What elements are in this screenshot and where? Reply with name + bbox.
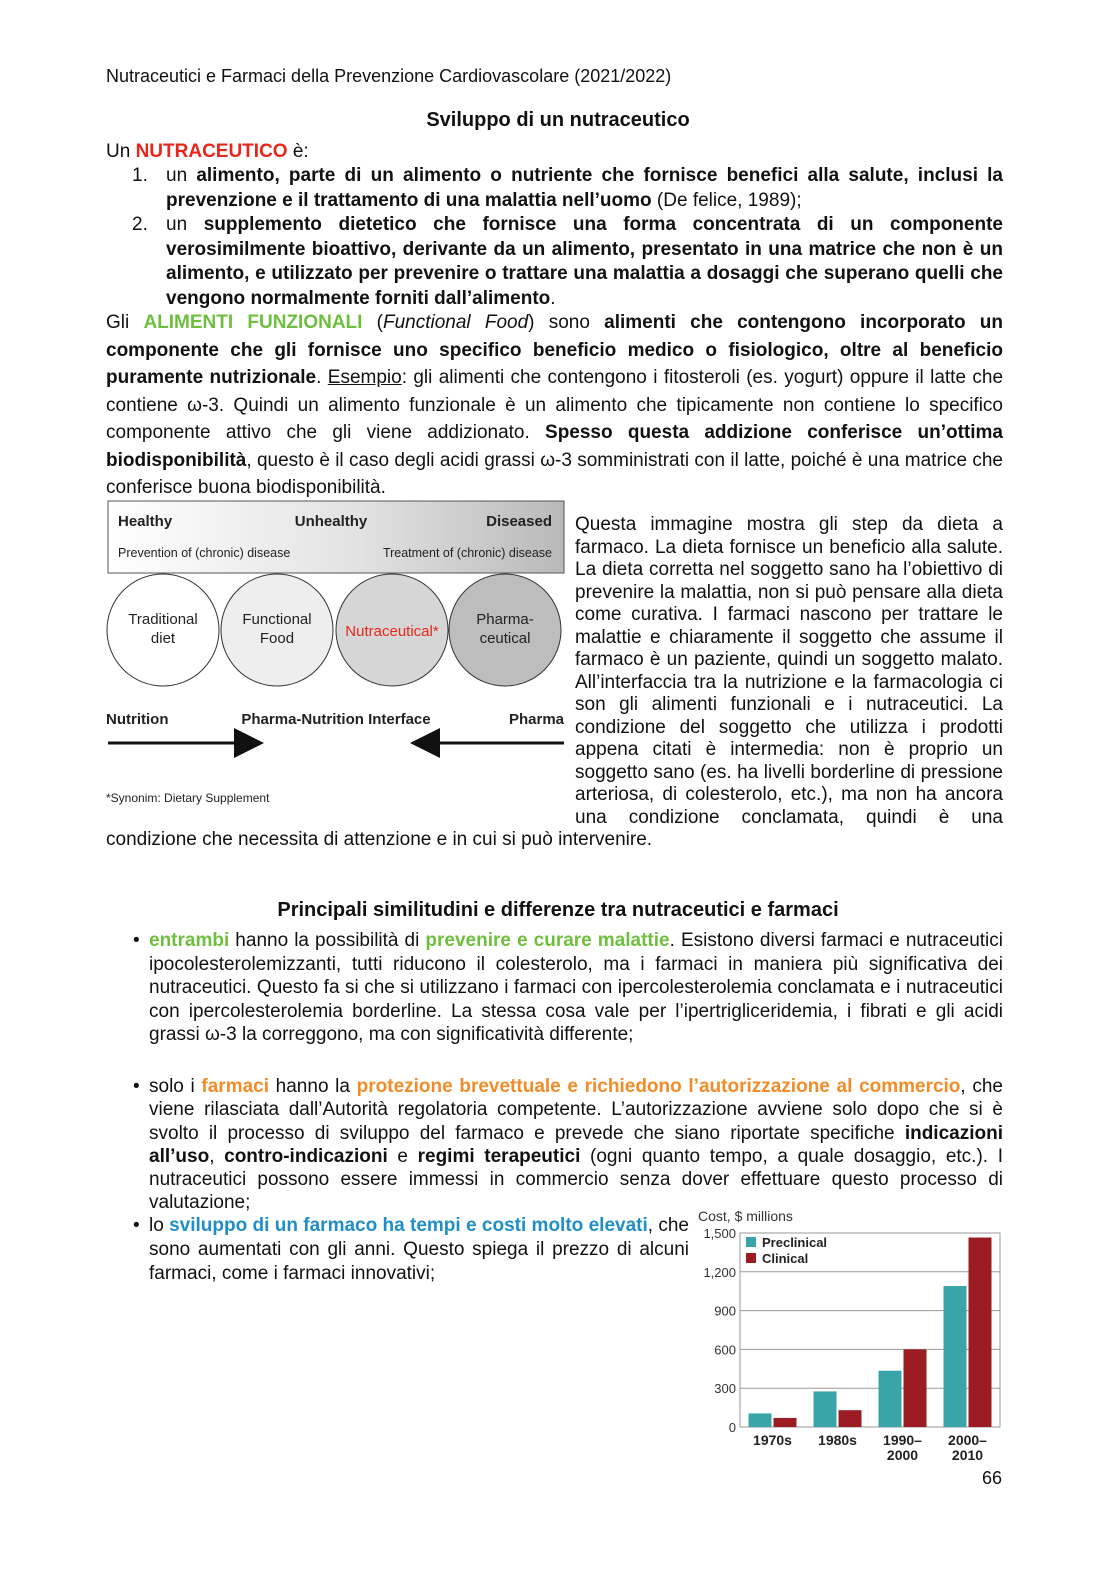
circle-label: Functional (242, 611, 312, 628)
bullet-bold: regimi terapeutici (417, 1145, 581, 1167)
item-number: 2. (132, 214, 148, 235)
ff-text: , questo è il caso degli acidi grassi ω-3 somministrati con il latte, poiché è una matrice che conferisce buona biodisponibilità. (106, 449, 1003, 498)
y-tick-label: 1,200 (703, 1264, 736, 1280)
ff-text: ( (362, 312, 383, 333)
y-tick-label: 300 (714, 1381, 736, 1397)
ff-example-label: Esempio (327, 367, 402, 388)
bullet-text: (ogni quanto tempo, a quale dosaggio, etc.). I nutraceutici possono essere immessi in commercio senza dover effettuare questo processo di valutazione; (149, 1145, 1003, 1214)
bullet-text: solo i (149, 1076, 202, 1097)
intro-pre: Un (106, 141, 136, 162)
x-tick-label: 2010 (951, 1447, 984, 1463)
bar-clinical-0 (774, 1418, 797, 1427)
ff-bold: alimenti che contengono incorporato un componente che gli fornisce uno specifico beneficio medico o fisiologico, oltre al beneficio puramente nutrizionale (106, 312, 1004, 388)
x-tick-label: 2000– (948, 1432, 987, 1448)
intro-line (106, 140, 1003, 165)
bullet-text: lo (149, 1215, 170, 1236)
circle-label-nutraceutical: Nutraceutical* (345, 623, 439, 640)
ff-text: Gli (106, 312, 144, 333)
item-bold: supplemento dietetico che fornisce una forma concentrata di un componente verosimilmente bioattivo, derivante da un alimento, presentato in una matrice che non è un alimento, e utilizzato per prevenire o trattare una malattia a dosaggi che superano quelli che vengono normalmente forniti dall’alimento (166, 214, 1003, 309)
bullet-highlight: protezione brevettuale e richiedono l’autorizzazione al commercio (356, 1076, 961, 1097)
item-number: 1. (132, 165, 148, 186)
item-text: un (166, 165, 197, 186)
legend-swatch-clinical (746, 1253, 756, 1263)
term-nutraceutico: NUTRACEUTICO (135, 141, 288, 162)
x-tick-label: 1990– (883, 1432, 922, 1448)
bar-clinical-1 (839, 1410, 862, 1427)
legend-swatch-preclinical (746, 1237, 756, 1247)
caption-text: Questa immagine mostra gli step da dieta a farmaco. La dieta fornisce un beneficio alla salute. La dieta corretta nel soggetto sano ha l’obiettivo di prevenire la malattia, non si può pensare alla dieta come curativa. I farmaci nascono per trattare le malattie e chiaramente il soggetto che assume il farmaco è un paziente, quindi un soggetto malato. All’interfaccia tra la nutrizione e la farmacologia ci son gli alimenti funzionali e i nutraceutici. La condizione del soggetto che utilizza i prodotti appena citati è intermedia: non è proprio un soggetto sano (es. ha livelli borderline di pressione arteriosa, di colesterolo, etc.), ma non ha ancora una condizione conclamata, quindi è una condizione che necessita di attenzione e in cui si può intervenire. (106, 514, 1003, 850)
definition-item-1 (132, 164, 1003, 213)
circle-label: ceutical (479, 630, 531, 647)
label-nutrition: Nutrition (106, 711, 169, 728)
bar-preclinical-1 (814, 1391, 837, 1427)
definition-list (132, 164, 1003, 311)
bullet-text: e (387, 1145, 418, 1167)
running-header: Nutraceutici e Farmaci della Prevenzione Cardiovascolare (2021/2022) (106, 66, 672, 86)
bar-clinical-3 (969, 1238, 992, 1427)
item-text: (De felice, 1989); (651, 189, 802, 211)
bullet-text: . Esistono diversi farmaci e nutraceutici ipocolesterolemizzanti, tutti riducono il colesterolo, ma i farmaci in maniera più significativa dei nutraceutici. Questo fa si che si utilizzano i farmaci con ipercolesterolemia conclamata e i nutraceutici con ipercolesterolemia borderline. La stessa cosa vale per l’ipertrigliceridemia, i fibrati e gli acidi grassi ω-3 la correggono, ma con significatività differente; (149, 930, 1003, 1045)
label-pharma: Pharma (508, 711, 564, 728)
label-interface: Pharma-Nutrition Interface (241, 711, 431, 728)
bar-preclinical-2 (879, 1371, 902, 1427)
item-text: . (550, 287, 556, 309)
bullet-bold: indicazioni all’uso (149, 1122, 1003, 1167)
ff-text: . (316, 367, 328, 388)
bullet-highlight: prevenire e curare malattie (425, 930, 670, 951)
bar-clinical-2 (904, 1349, 927, 1427)
bar-preclinical-3 (944, 1286, 967, 1427)
bullet-dot: • (133, 1215, 140, 1236)
bullet-text: hanno la (269, 1076, 357, 1097)
bullet-dot: • (133, 1076, 140, 1097)
section-title-2: Principali similitudini e differenze tra nutraceutici e farmaci (277, 899, 839, 921)
bullet-text: , che sono aumentati con gli anni. Questo spiega il prezzo di alcuni farmaci, come i farmaci innovativi; (149, 1215, 689, 1284)
bullet-text: , che viene rilasciata dall’Autorità regolatoria competente. L’autorizzazione avviene solo dopo che si è svolto il processo di sviluppo del farmaco e prevede che siano riportate specifiche (149, 1076, 1003, 1144)
y-tick-label: 600 (714, 1342, 736, 1358)
y-tick-label: 1,500 (703, 1226, 736, 1241)
item-bold: alimento, parte di un alimento o nutriente che fornisce benefici alla salute, inclusi la prevenzione e il trattamento di una malattia nell’uomo (166, 165, 1003, 211)
label-diseased: Diseased (486, 513, 552, 530)
circle-label: Traditional (128, 611, 198, 628)
ff-italic: Functional Food (382, 312, 529, 333)
label-unhealthy: Unhealthy (294, 513, 368, 530)
y-tick-label: 900 (714, 1303, 736, 1319)
functional-food-paragraph (106, 309, 1003, 502)
x-tick-label: 1980s (818, 1432, 857, 1448)
drug-development-cost-chart (690, 1205, 1010, 1475)
bar-preclinical-0 (749, 1413, 772, 1427)
bullet-2 (133, 1075, 1003, 1215)
legend-clinical: Clinical (762, 1251, 809, 1266)
bullet-dot: • (133, 930, 140, 951)
ff-text: : gli alimenti che contengono i fitosteroli (es. yogurt) oppure il latte che contiene ω-3. Quindi un alimento funzionale è un alimento che tipicamente non contiene lo specifico componente attivo che gli viene addizionato. (106, 367, 1004, 443)
label-prevention: Prevention of (chronic) disease (118, 546, 291, 560)
label-treatment: Treatment of (chronic) disease (382, 546, 552, 560)
circle-label: Food (259, 630, 295, 647)
x-tick-label: 2000 (886, 1447, 919, 1463)
circle-label: Pharma- (476, 611, 534, 628)
diagram-footnote: *Synonim: Dietary Supplement (106, 791, 270, 805)
item-text: un (166, 214, 204, 235)
circle-label: diet (150, 630, 176, 647)
page-number: 66 (981, 1468, 1002, 1488)
bullet-text: hanno la possibilità di (229, 930, 426, 951)
diagram-float-spacer (106, 514, 575, 819)
bullet-highlight: entrambi (149, 930, 230, 951)
term-alimenti-funzionali: ALIMENTI FUNZIONALI (143, 312, 363, 333)
ff-text: ) sono (528, 312, 605, 333)
bullet-1 (133, 929, 1003, 1047)
ff-bold: Spesso questa addizione conferisce un’ottima biodisponibilità (106, 422, 1003, 471)
legend-preclinical: Preclinical (762, 1235, 828, 1250)
bullet-3 (133, 1214, 689, 1286)
diagram-caption (106, 514, 1003, 852)
chart-ylabel: Cost, $ millions (698, 1208, 793, 1224)
bullet-highlight: sviluppo di un farmaco ha tempi e costi molto elevati (169, 1215, 648, 1236)
y-tick-label: 0 (728, 1420, 736, 1435)
definition-item-2 (132, 213, 1003, 311)
intro-post: è: (287, 141, 309, 162)
label-healthy: Healthy (118, 513, 173, 530)
bullet-bold: contro-indicazioni (224, 1145, 388, 1167)
bullet-highlight: farmaci (201, 1076, 270, 1097)
section-title: Sviluppo di un nutraceutico (426, 109, 690, 131)
x-tick-label: 1970s (753, 1432, 792, 1448)
bullet-text: , (209, 1145, 225, 1167)
